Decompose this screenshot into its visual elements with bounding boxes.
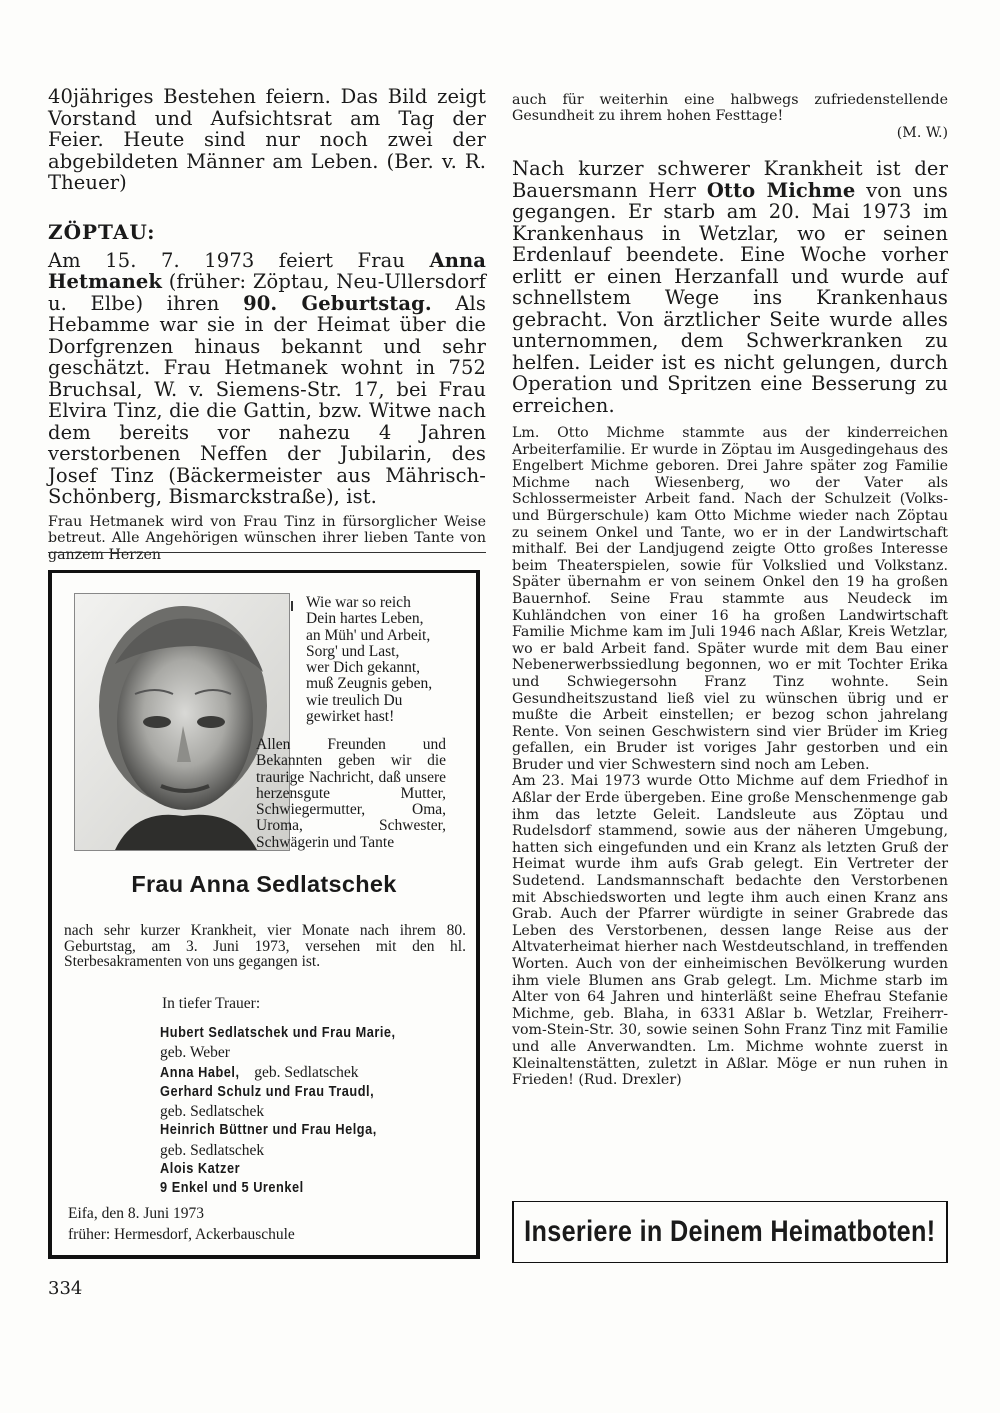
poem-line: wie treulich Du: [306, 691, 403, 709]
memorial-poem: [306, 595, 464, 725]
mourning-label: In tiefer Trauer:: [162, 995, 261, 1012]
poem-line: Dein hartes Leben,: [306, 610, 424, 628]
mourner-entry: Alois Katzer: [160, 1161, 241, 1178]
intro-paragraph: 40jähriges Bestehen feiern. Das Bild zeigt Vorstand und Aufsichtsrat am Tag der Feier. Heute sind nur noch zwei der abgebildeten Männer am Leben. (Ber. v. R. Theuer): [48, 85, 486, 194]
former-residence: früher: Hermesdorf, Ackerbauschule: [68, 1226, 295, 1243]
poem-line: an Müh' und Arbeit,: [306, 626, 431, 644]
mourner-detail: geb. Weber: [160, 1044, 230, 1062]
text-part: von uns gegangen. Er starb am 20. Mai 1973 im Krankenhaus in Wetzlar, wo er seinen Erdenlauf beendete. Eine Woche vorher erlitt er einen Herzanfall und wurde auf schnellstem Wege ins Krankenhaus gebracht. Von ärztlicher Seite wurde alles unternommen, dem Schwerkranken zu helfen. Leider ist es nicht gelungen, durch Operation und Spritzen eine Besserung zu erreichen.: [512, 178, 948, 417]
poem-line: gewirket hast!: [306, 708, 395, 726]
mourner-detail: geb. Sedlatschek: [160, 1103, 265, 1121]
poem-line: wer Dich gekannt,: [306, 659, 421, 677]
obituary-paragraph: [512, 158, 948, 416]
mourner-detail: geb. Sedlatschek: [160, 1141, 265, 1159]
poem-line: Sorg' und Last,: [306, 642, 400, 660]
announcement-text: Allen Freunden und Bekannten geben wir die traurige Nachricht, daß unsere herzensgute Mutter, Schwiegermutter, Oma, Uroma, Schwester, Schwägerin und Tante: [256, 736, 446, 851]
mourner-entry: Gerhard Schulz und Frau Traudl,: [160, 1083, 375, 1100]
obituary-notice: [48, 570, 480, 1259]
mourner-entry: Heinrich Büttner und Frau Helga,: [160, 1122, 377, 1139]
text-part: Nach kurzer schwerer Krankheit ist der Bauersmann Herr: [512, 157, 948, 202]
funeral-paragraph: Am 23. Mai 1973 wurde Otto Michme auf dem Friedhof in Aßlar der Erde übergeben. Eine große Menschenmenge gab ihm das letzte Geleit. Landsleute aus Zöptau und Rudelsdorf stammend, sowie aus der näheren Umgebung, hatten sich eingefunden und ein Kranz als letzten Gruß der Heimat wurde ihm aufs Grab gelegt. Ein Vertreter der Sudetend. Landsmannschaft bedachte den Verstorbenen mit Abschiedsworten und legte ihm auch einen Kranz ans Grab. Auch der Pfarrer würdigte in seiner Grabrede das Leben des Verstorbenen, dessen lange Reise aus der Altvaterheimat hierher nach Westdeutschland, in treffenden Worten. Auch von der einheimischen Bevölkerung wurden ihm viele Blumen ans Grab gelegt. Lm. Michme starb im Alter von 64 Jahren und hinterläßt seine Ehefrau Stefanie Michme, geb. Blaha, in 6331 Aßlar b. Wetzlar, Freiherr-vom-Stein-Str. 30, sowie seinen Sohn Franz Tinz mit Familie und alle Anverwandten. Lm. Michme wohnte zuerst in Kleinaltenstätten, zuletzt in Aßlar. Möge er nun ruhen in Frieden! (Rud. Drexler): [512, 773, 948, 1089]
passing-text: nach sehr kurzer Krankheit, vier Monate nach ihrem 80. Geburtstag, am 3. Juni 1973, versehen mit den hl. Sterbesakramenten von uns gegangen ist.: [64, 922, 466, 970]
mourners-list: [160, 1024, 460, 1199]
left-column: [48, 86, 486, 563]
biography-paragraph: Lm. Otto Michme stammte aus der kinderreichen Arbeiterfamilie. Er wurde in Zöptau im Ausgedingehaus des Engelbert Michme geboren. Drei Jahre später zog Familie Michme nach Wiesenberg, wo der Vater als Schlossermeister Arbeit fand. Nach der Schulzeit (Volks- und Bürgerschule) kam Otto Michme wieder nach Zöptau zu seinem Onkel und Tante, wo er in der Landwirtschaft mithalf. Bei der Landjugend zeigte Otto großes Interesse beim Theaterspielen, sowie für Volkslied und Volkstanz. Später übernahm er von seinem Onkel den 19 ha großen Bauernhof. Seine Frau stammte aus Neudeck im Kuhländchen von einer 16 ha großen Landwirtschaft Familie Michme kam im Juli 1946 nach Aßlar, Kreis Wetzlar, wo er bald Arbeit fand. Später wurde mit dem Bau einer Nebenerwerbssiedlung begonnen, wo er mit Tochter Erika und Schwiegersohn Franz Tinz wohnte. Sein Gesundheitszustand ließ viel zu wünschen übrig und er mußte die Arbeit einstellen; er bezog schon jahrelang Rente. Von seinen Geschwistern sind vier Brüder im Krieg gefallen, ein Bruder ist voriges Jahr gestorben und ein Bruder und vier Schwestern sind noch am Leben.: [512, 425, 948, 773]
birthday-label: 90. Geburtstag.: [243, 291, 432, 315]
mourner-entry: 9 Enkel und 5 Urenkel: [160, 1180, 304, 1197]
decorative-mark: [291, 601, 293, 611]
right-column: [512, 92, 948, 1089]
mourner-entry: Hubert Sedlatschek und Frau Marie,: [160, 1025, 396, 1041]
care-paragraph: Frau Hetmanek wird von Frau Tinz in fürsorglicher Weise betreut. Alle Angehörigen wünschen ihrer lieben Tante von ganzem Herzen: [48, 513, 486, 563]
mourner-name: Anna Habel,: [160, 1064, 240, 1081]
page-number: 334: [48, 1278, 83, 1299]
column-divider: [48, 552, 486, 553]
text-part: (früher: Zöptau, Neu-Ullersdorf u. Elbe) ihren: [48, 270, 486, 315]
text-part: Am 15. 7. 1973 feiert Frau: [48, 248, 430, 272]
mourner-entry: [160, 1063, 460, 1083]
poem-line: Wie war so reich: [306, 594, 411, 611]
deceased-name: Frau Anna Sedlatschek: [131, 871, 397, 897]
text-part: Als Hebamme war sie in der Heimat über die Dorfgrenzen hinaus bekannt und sehr geschätzt. Frau Hetmanek wohnt in 752 Bruchsal, W. v. Siemens-Str. 17, bei Frau Elvira Tinz, die die Gattin, bzw. Witwe nach dem bereits vor nahezu 4 Jahren verstorbenen Neffen der Jubilarin, des Josef Tinz (Bäckermeister aus Mährisch-Schönberg, Bismarckstraße), ist.: [48, 291, 486, 508]
wish-signature: (M. W.): [896, 125, 948, 141]
birthday-paragraph: [48, 250, 486, 508]
advertisement-box: [512, 1201, 948, 1263]
person-name: Otto Michme: [706, 178, 856, 202]
section-heading-zoeptau: ZÖPTAU:: [48, 219, 156, 244]
advertisement-text: Inseriere in Deinem Heimatboten!: [524, 1215, 936, 1248]
mourner-detail: geb. Sedlatschek: [250, 1063, 359, 1081]
person-name: Anna Hetmanek: [48, 248, 486, 293]
place-date: [68, 1203, 295, 1245]
poem-line: muß Zeugnis geben,: [306, 675, 433, 693]
place-line: Eifa, den 8. Juni 1973: [68, 1205, 205, 1222]
birthday-wish: auch für weiterhin eine halbwegs zufriedenstellende Gesundheit zu ihrem hohen Festtage!: [512, 92, 948, 124]
